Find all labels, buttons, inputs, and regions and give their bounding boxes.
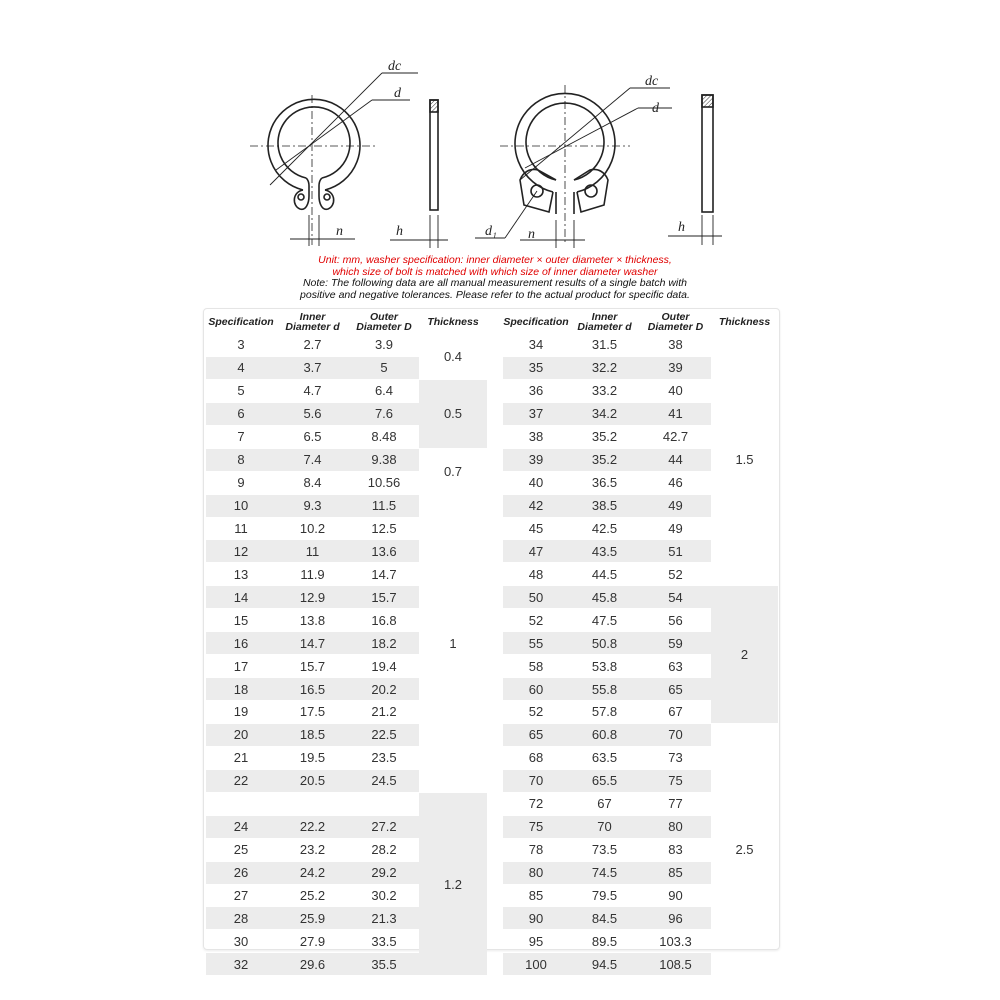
cell-spec: 38 xyxy=(503,425,569,448)
header-thickness: Thickness xyxy=(419,310,487,334)
cell-spec: 21 xyxy=(206,746,276,769)
cell-inner: 94.5 xyxy=(569,953,640,976)
cell-spec: 52 xyxy=(503,609,569,632)
header-thickness: Thickness xyxy=(711,310,778,334)
cell-inner: 70 xyxy=(569,815,640,838)
cell-outer: 9.38 xyxy=(349,448,419,471)
cell-outer: 54 xyxy=(640,586,711,609)
cell-inner: 4.7 xyxy=(276,379,349,402)
cell-inner: 53.8 xyxy=(569,655,640,678)
cell-inner: 11 xyxy=(276,540,349,563)
cell-inner: 35.2 xyxy=(569,425,640,448)
header-specification: Specification xyxy=(206,310,276,334)
cell-spec: 75 xyxy=(503,815,569,838)
cell-spec: 40 xyxy=(503,471,569,494)
cell-spec xyxy=(206,792,276,815)
cell-inner: 79.5 xyxy=(569,884,640,907)
table-row xyxy=(206,448,487,471)
cell-spec: 42 xyxy=(503,494,569,517)
cell-spec: 20 xyxy=(206,723,276,746)
cell-outer: 19.4 xyxy=(349,655,419,678)
cell-outer: 24.5 xyxy=(349,769,419,792)
cell-outer: 16.8 xyxy=(349,609,419,632)
cell-spec: 48 xyxy=(503,563,569,586)
cell-outer: 46 xyxy=(640,471,711,494)
header-outer-diameter: Outer Diameter D xyxy=(640,310,711,334)
cell-thickness: 0.7 xyxy=(419,448,487,494)
cell-spec: 100 xyxy=(503,953,569,976)
table-row xyxy=(503,723,778,746)
label-h-right: h xyxy=(678,220,685,235)
cell-inner: 2.7 xyxy=(276,334,349,357)
cell-inner: 15.7 xyxy=(276,655,349,678)
label-h: h xyxy=(396,224,403,239)
cell-inner: 45.8 xyxy=(569,586,640,609)
cell-outer: 29.2 xyxy=(349,861,419,884)
cell-outer: 52 xyxy=(640,563,711,586)
notes-block xyxy=(200,255,790,301)
cell-outer: 18.2 xyxy=(349,632,419,655)
cell-outer: 6.4 xyxy=(349,379,419,402)
cell-inner: 63.5 xyxy=(569,746,640,769)
cell-spec: 60 xyxy=(503,678,569,701)
cell-inner: 47.5 xyxy=(569,609,640,632)
cell-spec: 8 xyxy=(206,448,276,471)
label-d1: d₁ xyxy=(485,224,497,239)
cell-spec: 16 xyxy=(206,632,276,655)
cell-inner: 43.5 xyxy=(569,540,640,563)
cell-spec: 52 xyxy=(503,701,569,724)
cell-inner: 65.5 xyxy=(569,769,640,792)
cell-inner: 25.9 xyxy=(276,907,349,930)
cell-outer: 41 xyxy=(640,402,711,425)
cell-outer: 21.2 xyxy=(349,701,419,724)
cell-thickness: 0.4 xyxy=(419,334,487,380)
cell-spec: 14 xyxy=(206,586,276,609)
header-inner-diameter: Inner Diameter d xyxy=(569,310,640,334)
cell-spec: 18 xyxy=(206,678,276,701)
unit-note-line-1: Unit: mm, washer specification: inner diameter × outer diameter × thickness, xyxy=(318,254,672,266)
cell-inner: 73.5 xyxy=(569,838,640,861)
table-header-row xyxy=(206,310,487,334)
cell-spec: 65 xyxy=(503,723,569,746)
cell-thickness: 2 xyxy=(711,586,778,724)
header-outer-diameter: Outer Diameter D xyxy=(349,310,419,334)
cell-spec: 12 xyxy=(206,540,276,563)
cell-inner: 5.6 xyxy=(276,402,349,425)
cell-outer: 21.3 xyxy=(349,907,419,930)
cell-spec: 27 xyxy=(206,884,276,907)
cell-inner: 36.5 xyxy=(569,471,640,494)
cell-spec: 50 xyxy=(503,586,569,609)
spec-table-left xyxy=(206,310,487,976)
cell-thickness: 1.5 xyxy=(711,334,778,586)
cell-outer: 20.2 xyxy=(349,678,419,701)
cell-inner: 60.8 xyxy=(569,723,640,746)
cell-spec: 72 xyxy=(503,792,569,815)
cell-outer: 33.5 xyxy=(349,930,419,953)
cell-inner: 29.6 xyxy=(276,953,349,976)
cell-inner: 17.5 xyxy=(276,701,349,724)
cell-inner xyxy=(276,792,349,815)
left-side-view xyxy=(430,100,438,210)
cell-thickness: 0.5 xyxy=(419,379,487,448)
cell-spec: 95 xyxy=(503,930,569,953)
cell-spec: 68 xyxy=(503,746,569,769)
cell-spec: 15 xyxy=(206,609,276,632)
cell-spec: 3 xyxy=(206,334,276,357)
table-row xyxy=(206,792,487,815)
label-d: d xyxy=(394,86,401,101)
cell-inner: 35.2 xyxy=(569,448,640,471)
cell-inner: 18.5 xyxy=(276,723,349,746)
cell-inner: 8.4 xyxy=(276,471,349,494)
cell-spec: 30 xyxy=(206,930,276,953)
circlip-diagram xyxy=(0,0,1000,260)
cell-outer: 49 xyxy=(640,517,711,540)
cell-inner: 33.2 xyxy=(569,379,640,402)
cell-outer: 22.5 xyxy=(349,723,419,746)
header-specification: Specification xyxy=(503,310,569,334)
cell-outer: 3.9 xyxy=(349,334,419,357)
cell-inner: 27.9 xyxy=(276,930,349,953)
cell-spec: 45 xyxy=(503,517,569,540)
label-dc-right: dc xyxy=(645,74,659,89)
cell-outer: 13.6 xyxy=(349,540,419,563)
cell-inner: 38.5 xyxy=(569,494,640,517)
cell-inner: 11.9 xyxy=(276,563,349,586)
cell-inner: 10.2 xyxy=(276,517,349,540)
cell-spec: 17 xyxy=(206,655,276,678)
cell-inner: 24.2 xyxy=(276,861,349,884)
cell-inner: 3.7 xyxy=(276,356,349,379)
cell-spec: 78 xyxy=(503,838,569,861)
table-row xyxy=(206,494,487,517)
spec-table-right xyxy=(503,310,778,976)
cell-spec: 39 xyxy=(503,448,569,471)
cell-spec: 7 xyxy=(206,425,276,448)
cell-spec: 26 xyxy=(206,861,276,884)
cell-outer: 51 xyxy=(640,540,711,563)
table-header-row xyxy=(503,310,778,334)
cell-outer: 5 xyxy=(349,356,419,379)
cell-inner: 12.9 xyxy=(276,586,349,609)
cell-outer xyxy=(349,792,419,815)
cell-inner: 55.8 xyxy=(569,678,640,701)
cell-outer: 42.7 xyxy=(640,425,711,448)
cell-inner: 89.5 xyxy=(569,930,640,953)
cell-thickness: 2.5 xyxy=(711,723,778,975)
cell-outer: 85 xyxy=(640,861,711,884)
cell-outer: 28.2 xyxy=(349,838,419,861)
cell-inner: 16.5 xyxy=(276,678,349,701)
cell-outer: 35.5 xyxy=(349,953,419,976)
cell-outer: 12.5 xyxy=(349,517,419,540)
cell-spec: 34 xyxy=(503,334,569,357)
cell-outer: 23.5 xyxy=(349,746,419,769)
label-d-right: d xyxy=(652,101,659,116)
cell-inner: 67 xyxy=(569,792,640,815)
label-dc: dc xyxy=(388,59,402,74)
cell-outer: 67 xyxy=(640,701,711,724)
cell-spec: 22 xyxy=(206,769,276,792)
cell-spec: 70 xyxy=(503,769,569,792)
cell-outer: 38 xyxy=(640,334,711,357)
cell-outer: 7.6 xyxy=(349,402,419,425)
cell-outer: 44 xyxy=(640,448,711,471)
cell-spec: 32 xyxy=(206,953,276,976)
cell-inner: 14.7 xyxy=(276,632,349,655)
cell-outer: 11.5 xyxy=(349,494,419,517)
cell-outer: 8.48 xyxy=(349,425,419,448)
cell-spec: 80 xyxy=(503,861,569,884)
cell-outer: 59 xyxy=(640,632,711,655)
cell-inner: 74.5 xyxy=(569,861,640,884)
cell-outer: 14.7 xyxy=(349,563,419,586)
cell-outer: 27.2 xyxy=(349,815,419,838)
table-row xyxy=(206,379,487,402)
cell-inner: 31.5 xyxy=(569,334,640,357)
cell-outer: 75 xyxy=(640,769,711,792)
cell-spec: 4 xyxy=(206,356,276,379)
cell-inner: 32.2 xyxy=(569,356,640,379)
cell-spec: 6 xyxy=(206,402,276,425)
cell-outer: 30.2 xyxy=(349,884,419,907)
left-circlip-drawing xyxy=(268,99,360,209)
cell-outer: 90 xyxy=(640,884,711,907)
cell-outer: 40 xyxy=(640,379,711,402)
cell-outer: 63 xyxy=(640,655,711,678)
header-inner-diameter: Inner Diameter d xyxy=(276,310,349,334)
unit-note-line-2: which size of bolt is matched with which size of inner diameter washer xyxy=(332,265,658,278)
cell-spec: 10 xyxy=(206,494,276,517)
table-row xyxy=(503,334,778,357)
tolerance-note-line-1: Note: The following data are all manual measurement results of a single batch with xyxy=(302,277,688,289)
cell-thickness: 1 xyxy=(419,494,487,792)
cell-inner: 25.2 xyxy=(276,884,349,907)
tolerance-note-line-2: positive and negative tolerances. Please refer to the actual product for specific data. xyxy=(300,288,690,301)
table-row xyxy=(206,334,487,357)
cell-outer: 39 xyxy=(640,356,711,379)
cell-inner: 7.4 xyxy=(276,448,349,471)
cell-outer: 70 xyxy=(640,723,711,746)
table-row xyxy=(503,586,778,609)
cell-inner: 6.5 xyxy=(276,425,349,448)
cell-outer: 73 xyxy=(640,746,711,769)
cell-inner: 57.8 xyxy=(569,701,640,724)
cell-inner: 20.5 xyxy=(276,769,349,792)
cell-inner: 9.3 xyxy=(276,494,349,517)
cell-spec: 85 xyxy=(503,884,569,907)
cell-outer: 77 xyxy=(640,792,711,815)
cell-outer: 103.3 xyxy=(640,930,711,953)
cell-spec: 9 xyxy=(206,471,276,494)
cell-inner: 23.2 xyxy=(276,838,349,861)
cell-spec: 11 xyxy=(206,517,276,540)
cell-outer: 83 xyxy=(640,838,711,861)
cell-spec: 5 xyxy=(206,379,276,402)
cell-inner: 42.5 xyxy=(569,517,640,540)
label-n: n xyxy=(336,224,343,239)
right-side-view xyxy=(702,95,713,212)
cell-inner: 34.2 xyxy=(569,402,640,425)
cell-spec: 37 xyxy=(503,402,569,425)
cell-inner: 22.2 xyxy=(276,815,349,838)
cell-inner: 44.5 xyxy=(569,563,640,586)
cell-outer: 65 xyxy=(640,678,711,701)
label-n-right: n xyxy=(528,227,535,242)
cell-spec: 25 xyxy=(206,838,276,861)
cell-spec: 35 xyxy=(503,356,569,379)
cell-spec: 55 xyxy=(503,632,569,655)
cell-spec: 90 xyxy=(503,907,569,930)
cell-spec: 36 xyxy=(503,379,569,402)
cell-outer: 96 xyxy=(640,907,711,930)
cell-spec: 58 xyxy=(503,655,569,678)
cell-inner: 84.5 xyxy=(569,907,640,930)
cell-outer: 49 xyxy=(640,494,711,517)
cell-outer: 108.5 xyxy=(640,953,711,976)
cell-spec: 47 xyxy=(503,540,569,563)
cell-outer: 80 xyxy=(640,815,711,838)
cell-inner: 13.8 xyxy=(276,609,349,632)
cell-spec: 24 xyxy=(206,815,276,838)
cell-outer: 56 xyxy=(640,609,711,632)
cell-spec: 19 xyxy=(206,701,276,724)
cell-inner: 19.5 xyxy=(276,746,349,769)
cell-spec: 28 xyxy=(206,907,276,930)
cell-inner: 50.8 xyxy=(569,632,640,655)
cell-outer: 10.56 xyxy=(349,471,419,494)
cell-spec: 13 xyxy=(206,563,276,586)
cell-thickness: 1.2 xyxy=(419,792,487,976)
cell-outer: 15.7 xyxy=(349,586,419,609)
